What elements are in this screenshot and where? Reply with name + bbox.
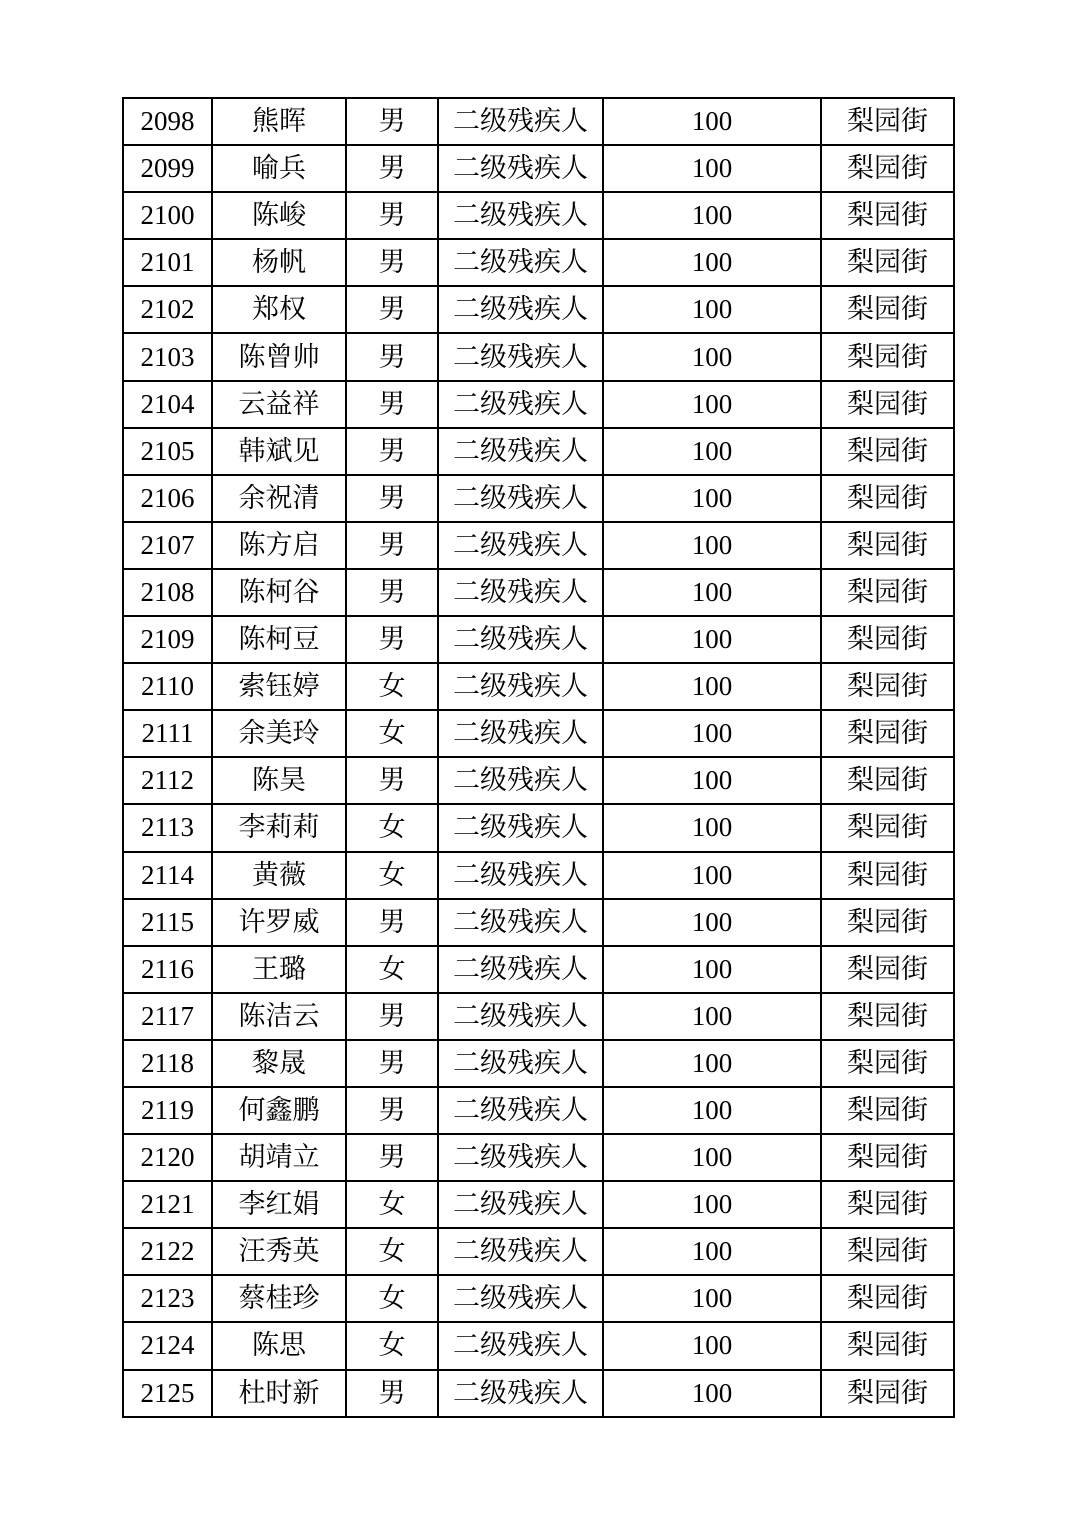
cell-gender: 男 <box>346 1134 438 1181</box>
cell-category: 二级残疾人 <box>438 428 603 475</box>
cell-name: 索钰婷 <box>212 663 346 710</box>
cell-serial: 2099 <box>123 145 212 192</box>
cell-gender: 男 <box>346 381 438 428</box>
cell-serial: 2117 <box>123 993 212 1040</box>
cell-street: 梨园街 <box>821 286 954 333</box>
cell-category: 二级残疾人 <box>438 804 603 851</box>
cell-name: 郑权 <box>212 286 346 333</box>
cell-amount: 100 <box>603 946 821 993</box>
table-row <box>123 710 954 757</box>
cell-name: 黎晟 <box>212 1040 346 1087</box>
cell-name: 杜时新 <box>212 1370 346 1417</box>
cell-name: 陈洁云 <box>212 993 346 1040</box>
table-body <box>123 98 954 1417</box>
cell-name: 陈柯谷 <box>212 569 346 616</box>
cell-serial: 2111 <box>123 710 212 757</box>
table-row <box>123 286 954 333</box>
cell-amount: 100 <box>603 899 821 946</box>
cell-gender: 男 <box>346 98 438 145</box>
cell-amount: 100 <box>603 663 821 710</box>
cell-name: 何鑫鹏 <box>212 1087 346 1134</box>
cell-street: 梨园街 <box>821 946 954 993</box>
cell-street: 梨园街 <box>821 663 954 710</box>
cell-street: 梨园街 <box>821 98 954 145</box>
cell-amount: 100 <box>603 804 821 851</box>
cell-amount: 100 <box>603 993 821 1040</box>
cell-category: 二级残疾人 <box>438 192 603 239</box>
cell-category: 二级残疾人 <box>438 993 603 1040</box>
cell-amount: 100 <box>603 475 821 522</box>
cell-serial: 2118 <box>123 1040 212 1087</box>
table-row <box>123 1181 954 1228</box>
table-row <box>123 757 954 804</box>
cell-street: 梨园街 <box>821 192 954 239</box>
cell-gender: 女 <box>346 1228 438 1275</box>
cell-amount: 100 <box>603 852 821 899</box>
cell-amount: 100 <box>603 381 821 428</box>
table-row <box>123 1087 954 1134</box>
cell-gender: 男 <box>346 757 438 804</box>
cell-serial: 2098 <box>123 98 212 145</box>
cell-gender: 女 <box>346 946 438 993</box>
cell-amount: 100 <box>603 616 821 663</box>
cell-street: 梨园街 <box>821 522 954 569</box>
cell-serial: 2115 <box>123 899 212 946</box>
cell-name: 王璐 <box>212 946 346 993</box>
cell-serial: 2107 <box>123 522 212 569</box>
cell-serial: 2119 <box>123 1087 212 1134</box>
table-row <box>123 852 954 899</box>
cell-category: 二级残疾人 <box>438 1322 603 1369</box>
cell-serial: 2104 <box>123 381 212 428</box>
cell-amount: 100 <box>603 145 821 192</box>
cell-category: 二级残疾人 <box>438 286 603 333</box>
cell-category: 二级残疾人 <box>438 145 603 192</box>
cell-gender: 女 <box>346 804 438 851</box>
cell-gender: 女 <box>346 710 438 757</box>
cell-street: 梨园街 <box>821 569 954 616</box>
cell-category: 二级残疾人 <box>438 899 603 946</box>
cell-category: 二级残疾人 <box>438 852 603 899</box>
cell-category: 二级残疾人 <box>438 1040 603 1087</box>
cell-gender: 男 <box>346 1040 438 1087</box>
cell-category: 二级残疾人 <box>438 946 603 993</box>
cell-street: 梨园街 <box>821 1322 954 1369</box>
table-row <box>123 1040 954 1087</box>
cell-amount: 100 <box>603 333 821 380</box>
cell-serial: 2123 <box>123 1275 212 1322</box>
cell-serial: 2101 <box>123 239 212 286</box>
cell-gender: 男 <box>346 993 438 1040</box>
cell-street: 梨园街 <box>821 333 954 380</box>
cell-serial: 2122 <box>123 1228 212 1275</box>
cell-gender: 男 <box>346 1087 438 1134</box>
cell-amount: 100 <box>603 1087 821 1134</box>
cell-street: 梨园街 <box>821 1040 954 1087</box>
table-row <box>123 946 954 993</box>
table-row <box>123 1275 954 1322</box>
cell-serial: 2125 <box>123 1370 212 1417</box>
cell-category: 二级残疾人 <box>438 1087 603 1134</box>
cell-category: 二级残疾人 <box>438 569 603 616</box>
cell-street: 梨园街 <box>821 804 954 851</box>
cell-name: 余美玲 <box>212 710 346 757</box>
table-row <box>123 333 954 380</box>
table-row <box>123 1228 954 1275</box>
cell-name: 李红娟 <box>212 1181 346 1228</box>
cell-name: 陈曾帅 <box>212 333 346 380</box>
cell-street: 梨园街 <box>821 428 954 475</box>
cell-amount: 100 <box>603 569 821 616</box>
cell-gender: 女 <box>346 663 438 710</box>
cell-category: 二级残疾人 <box>438 1134 603 1181</box>
cell-amount: 100 <box>603 428 821 475</box>
cell-category: 二级残疾人 <box>438 757 603 804</box>
cell-serial: 2102 <box>123 286 212 333</box>
cell-serial: 2105 <box>123 428 212 475</box>
cell-category: 二级残疾人 <box>438 616 603 663</box>
cell-amount: 100 <box>603 757 821 804</box>
cell-street: 梨园街 <box>821 993 954 1040</box>
cell-amount: 100 <box>603 1228 821 1275</box>
cell-serial: 2110 <box>123 663 212 710</box>
cell-gender: 女 <box>346 1275 438 1322</box>
cell-serial: 2112 <box>123 757 212 804</box>
cell-amount: 100 <box>603 522 821 569</box>
cell-category: 二级残疾人 <box>438 1181 603 1228</box>
cell-gender: 男 <box>346 145 438 192</box>
cell-gender: 女 <box>346 1181 438 1228</box>
cell-name: 韩斌见 <box>212 428 346 475</box>
cell-serial: 2108 <box>123 569 212 616</box>
cell-name: 陈方启 <box>212 522 346 569</box>
cell-category: 二级残疾人 <box>438 522 603 569</box>
cell-gender: 女 <box>346 852 438 899</box>
cell-category: 二级残疾人 <box>438 333 603 380</box>
cell-category: 二级残疾人 <box>438 710 603 757</box>
table-row <box>123 381 954 428</box>
table-row <box>123 899 954 946</box>
cell-name: 蔡桂珍 <box>212 1275 346 1322</box>
cell-amount: 100 <box>603 1370 821 1417</box>
cell-serial: 2120 <box>123 1134 212 1181</box>
cell-gender: 男 <box>346 522 438 569</box>
cell-street: 梨园街 <box>821 475 954 522</box>
cell-name: 胡靖立 <box>212 1134 346 1181</box>
cell-name: 汪秀英 <box>212 1228 346 1275</box>
cell-serial: 2109 <box>123 616 212 663</box>
cell-street: 梨园街 <box>821 757 954 804</box>
cell-street: 梨园街 <box>821 1370 954 1417</box>
cell-gender: 男 <box>346 899 438 946</box>
cell-name: 余祝清 <box>212 475 346 522</box>
cell-amount: 100 <box>603 1322 821 1369</box>
cell-category: 二级残疾人 <box>438 239 603 286</box>
cell-serial: 2124 <box>123 1322 212 1369</box>
cell-name: 熊晖 <box>212 98 346 145</box>
cell-gender: 男 <box>346 333 438 380</box>
cell-name: 许罗威 <box>212 899 346 946</box>
cell-serial: 2106 <box>123 475 212 522</box>
cell-amount: 100 <box>603 192 821 239</box>
cell-serial: 2121 <box>123 1181 212 1228</box>
cell-street: 梨园街 <box>821 1134 954 1181</box>
cell-gender: 男 <box>346 428 438 475</box>
cell-name: 云益祥 <box>212 381 346 428</box>
table-row <box>123 993 954 1040</box>
cell-serial: 2100 <box>123 192 212 239</box>
table-row <box>123 569 954 616</box>
table-row <box>123 475 954 522</box>
cell-category: 二级残疾人 <box>438 663 603 710</box>
cell-name: 杨帆 <box>212 239 346 286</box>
cell-category: 二级残疾人 <box>438 475 603 522</box>
cell-gender: 男 <box>346 239 438 286</box>
cell-amount: 100 <box>603 1040 821 1087</box>
table-row <box>123 663 954 710</box>
cell-street: 梨园街 <box>821 899 954 946</box>
cell-name: 陈峻 <box>212 192 346 239</box>
cell-street: 梨园街 <box>821 1087 954 1134</box>
table-row <box>123 239 954 286</box>
cell-gender: 男 <box>346 286 438 333</box>
cell-amount: 100 <box>603 1134 821 1181</box>
cell-serial: 2113 <box>123 804 212 851</box>
cell-serial: 2103 <box>123 333 212 380</box>
cell-category: 二级残疾人 <box>438 1370 603 1417</box>
table-row <box>123 98 954 145</box>
table-row <box>123 1134 954 1181</box>
cell-amount: 100 <box>603 239 821 286</box>
cell-category: 二级残疾人 <box>438 1228 603 1275</box>
cell-gender: 男 <box>346 616 438 663</box>
cell-category: 二级残疾人 <box>438 381 603 428</box>
cell-gender: 男 <box>346 475 438 522</box>
table-row <box>123 428 954 475</box>
cell-gender: 男 <box>346 1370 438 1417</box>
cell-name: 黄薇 <box>212 852 346 899</box>
cell-amount: 100 <box>603 98 821 145</box>
cell-street: 梨园街 <box>821 145 954 192</box>
cell-name: 李莉莉 <box>212 804 346 851</box>
cell-category: 二级残疾人 <box>438 98 603 145</box>
cell-street: 梨园街 <box>821 710 954 757</box>
cell-serial: 2114 <box>123 852 212 899</box>
cell-gender: 男 <box>346 192 438 239</box>
cell-street: 梨园街 <box>821 616 954 663</box>
cell-amount: 100 <box>603 710 821 757</box>
cell-name: 陈昊 <box>212 757 346 804</box>
cell-name: 陈思 <box>212 1322 346 1369</box>
table-row <box>123 1370 954 1417</box>
table-row <box>123 522 954 569</box>
table-row <box>123 804 954 851</box>
cell-gender: 女 <box>346 1322 438 1369</box>
cell-gender: 男 <box>346 569 438 616</box>
cell-category: 二级残疾人 <box>438 1275 603 1322</box>
cell-name: 喻兵 <box>212 145 346 192</box>
table-row <box>123 145 954 192</box>
cell-street: 梨园街 <box>821 1275 954 1322</box>
cell-serial: 2116 <box>123 946 212 993</box>
cell-name: 陈柯豆 <box>212 616 346 663</box>
table-row <box>123 192 954 239</box>
table-row <box>123 616 954 663</box>
table-row <box>123 1322 954 1369</box>
cell-street: 梨园街 <box>821 239 954 286</box>
cell-street: 梨园街 <box>821 381 954 428</box>
cell-amount: 100 <box>603 1181 821 1228</box>
cell-street: 梨园街 <box>821 852 954 899</box>
cell-street: 梨园街 <box>821 1181 954 1228</box>
cell-amount: 100 <box>603 286 821 333</box>
beneficiary-roster-table <box>122 97 955 1418</box>
cell-amount: 100 <box>603 1275 821 1322</box>
cell-street: 梨园街 <box>821 1228 954 1275</box>
